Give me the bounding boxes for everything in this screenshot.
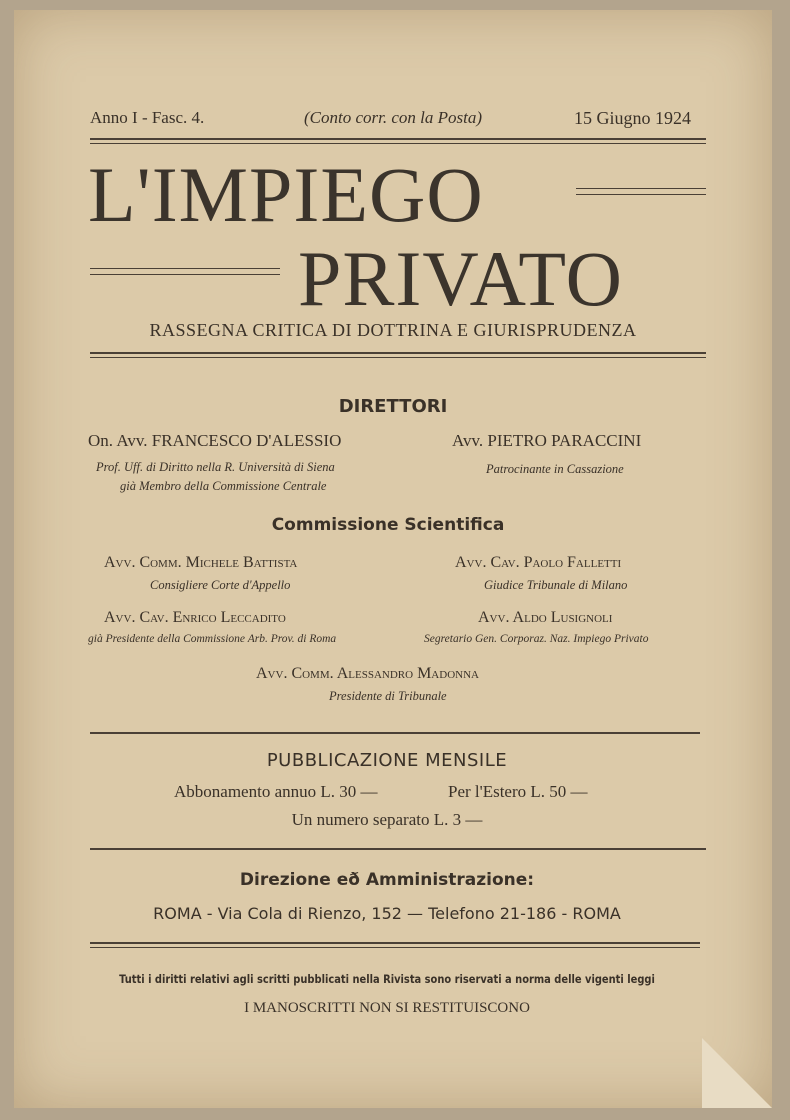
masthead-line-2: PRIVATO (298, 235, 623, 322)
publication-heading: PUBBLICAZIONE MENSILE (266, 750, 508, 771)
journal-cover (14, 10, 772, 1108)
director-left-role-1: Prof. Uff. di Diritto nella R. Università di Siena (96, 460, 335, 474)
director-right-name: Avv. PIETRO PARACCINI (452, 431, 642, 450)
issue-date: 15 Giugno 1924 (574, 108, 691, 128)
postal-note: (Conto corr. con la Posta) (304, 108, 483, 127)
commission-member-5-role: Presidente di Tribunale (329, 689, 447, 703)
administration-address: ROMA - Via Cola di Rienzo, 152 — Telefono 21-186 - ROMA (153, 904, 621, 923)
rights-notice: Tutti i diritti relativi agli scritti pubblicati nella Rivista sono riservati a norma delle vigenti leggi (119, 972, 655, 986)
commission-member-4-name: Avv. Aldo Lusignoli (478, 609, 613, 626)
commission-member-2-role: Giudice Tribunale di Milano (484, 578, 628, 592)
commission-heading: Commissione Scientifica (271, 515, 505, 535)
folded-corner (702, 1038, 772, 1108)
publication-bottom-rule (90, 848, 706, 850)
commission-member-3-role: già Presidente della Commissione Arb. Prov. di Roma (88, 633, 337, 645)
commission-member-1-name: Avv. Comm. Michele Battista (104, 554, 298, 571)
director-left-role-2: già Membro della Commissione Centrale (120, 479, 327, 493)
commission-member-1-role: Consigliere Corte d'Appello (150, 578, 291, 592)
commission-member-4-role: Segretario Gen. Corporaz. Naz. Impiego Privato (424, 633, 649, 645)
footer-top-rule-thin (90, 947, 700, 948)
header-rule (90, 138, 706, 140)
masthead-deco-rule-left-2 (90, 274, 280, 275)
masthead-deco-rule-left-1 (90, 268, 280, 269)
masthead-subtitle: RASSEGNA CRITICA DI DOTTRINA E GIURISPRUDENZA (149, 320, 637, 340)
issue-number: Anno I - Fasc. 4. (90, 108, 205, 127)
masthead-deco-rule-right-2 (576, 194, 706, 195)
commission-bottom-rule (90, 732, 700, 734)
commission-member-5-name: Avv. Comm. Alessandro Madonna (256, 665, 479, 682)
footer-top-rule (90, 942, 700, 944)
subscription-annual: Abbonamento annuo L. 30 — (174, 782, 378, 801)
single-issue-price: Un numero separato L. 3 — (291, 810, 483, 829)
commission-member-2-name: Avv. Cav. Paolo Falletti (455, 554, 622, 571)
subscription-foreign: Per l'Estero L. 50 — (448, 782, 588, 801)
manuscripts-notice: I MANOSCRITTI NON SI RESTITUISCONO (244, 1000, 530, 1016)
masthead-deco-rule-right-1 (576, 188, 706, 189)
directors-heading: DIRETTORI (338, 396, 448, 417)
masthead-line-1: L'IMPIEGO (88, 151, 484, 238)
director-right-role-1: Patrocinante in Cassazione (486, 462, 624, 476)
director-left-name: On. Avv. FRANCESCO D'ALESSIO (88, 431, 342, 450)
header-rule-thin (90, 143, 706, 144)
masthead-bottom-rule (90, 352, 706, 354)
masthead-bottom-rule-thin (90, 357, 706, 358)
administration-heading: Direzione eð Amministrazione: (239, 870, 535, 890)
commission-member-3-name: Avv. Cav. Enrico Leccadito (104, 609, 286, 626)
